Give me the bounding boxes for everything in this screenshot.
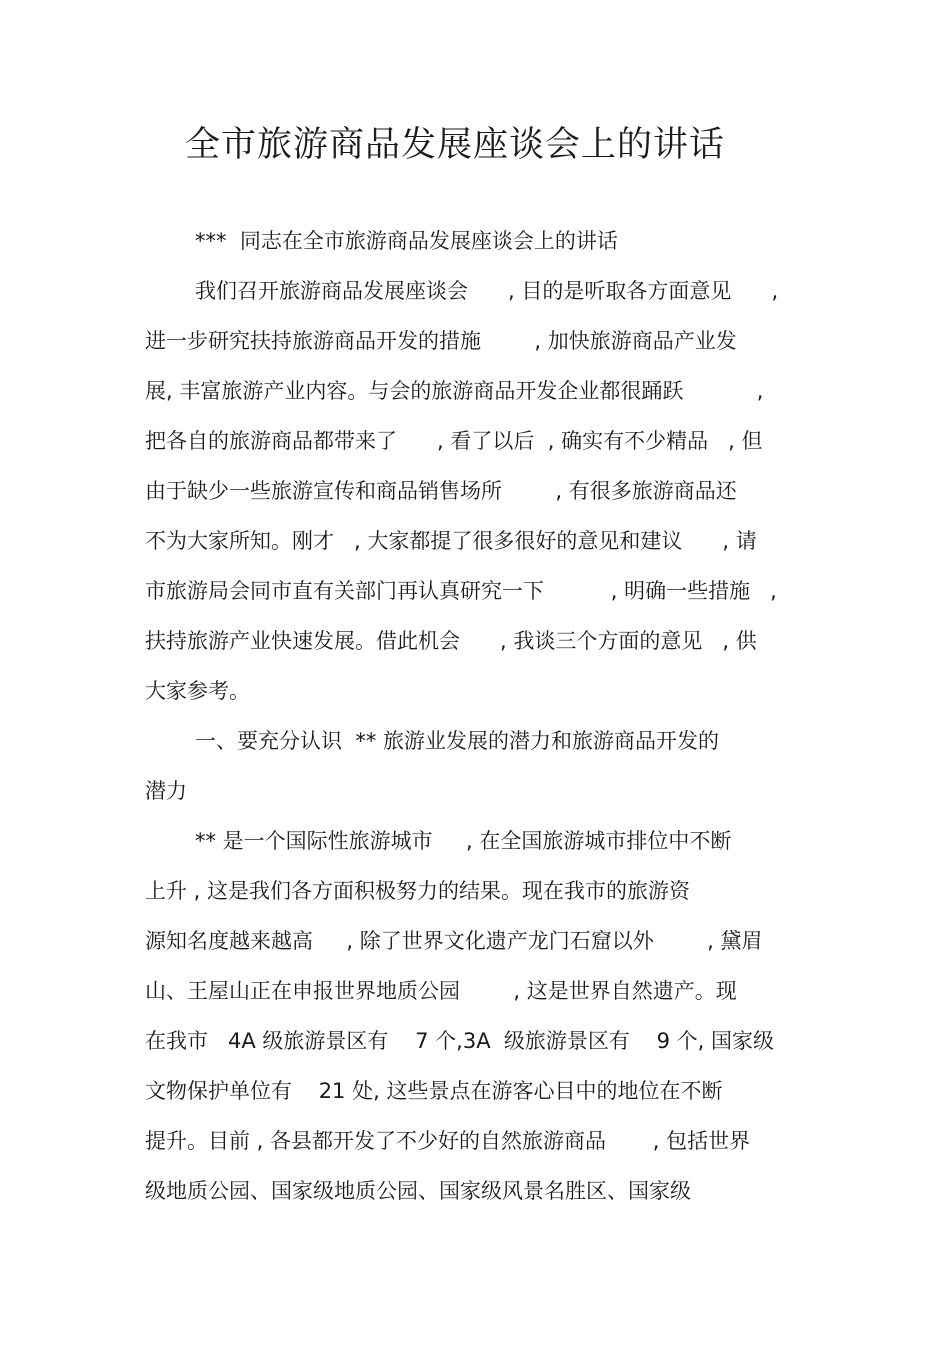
paragraph-line: 源知名度越来越高 , 除了世界文化遗产龙门石窟以外 , 黛眉 bbox=[145, 929, 763, 953]
paragraph-line: 我们召开旅游商品发展座谈会 , 目的是听取各方面意见 , bbox=[195, 279, 779, 303]
paragraph-line: 文物保护单位有 21 处, 这些景点在游客心目中的地位在不断 bbox=[145, 1079, 723, 1103]
section-heading: 一、要充分认识 ** 旅游业发展的潜力和旅游商品开发的 bbox=[195, 729, 720, 753]
paragraph-line: 进一步研究扶持旅游商品开发的措施 , 加快旅游商品产业发 bbox=[145, 329, 737, 353]
paragraph-line: 在我市 4A 级旅游景区有 7 个,3A 级旅游景区有 9 个, 国家级 bbox=[145, 1029, 775, 1053]
paragraph-line: 展, 丰富旅游产业内容。与会的旅游商品开发企业都很踊跃 , bbox=[145, 379, 764, 403]
paragraph-line: 把各自的旅游商品都带来了 , 看了以后 , 确实有不少精品 , 但 bbox=[145, 429, 763, 453]
paragraph-line: 大家参考。 bbox=[145, 679, 250, 703]
speech-heading: *** 同志在全市旅游商品发展座谈会上的讲话 bbox=[195, 229, 618, 253]
paragraph-line: 级地质公园、国家级地质公园、国家级风景名胜区、国家级 bbox=[145, 1179, 691, 1203]
paragraph-line: 不为大家所知。刚才 , 大家都提了很多很好的意见和建议 , 请 bbox=[145, 529, 757, 553]
paragraph-line: 由于缺少一些旅游宣传和商品销售场所 , 有很多旅游商品还 bbox=[145, 479, 737, 503]
paragraph-line: 山、王屋山正在申报世界地质公园 , 这是世界自然遗产。现 bbox=[145, 979, 737, 1003]
paragraph-line: 市旅游局会同市直有关部门再认真研究一下 , 明确一些措施 , bbox=[145, 579, 777, 603]
document-title: 全市旅游商品发展座谈会上的讲话 bbox=[184, 125, 725, 165]
paragraph-line: ** 是一个国际性旅游城市 , 在全国旅游城市排位中不断 bbox=[195, 829, 732, 853]
paragraph-line: 提升。目前 , 各县都开发了不少好的自然旅游商品 , 包括世界 bbox=[145, 1129, 751, 1153]
section-heading: 潜力 bbox=[145, 779, 187, 803]
paragraph-line: 上升 , 这是我们各方面积极努力的结果。现在我市的旅游资 bbox=[145, 879, 691, 903]
paragraph-line: 扶持旅游产业快速发展。借此机会 , 我谈三个方面的意见 , 供 bbox=[145, 629, 757, 653]
